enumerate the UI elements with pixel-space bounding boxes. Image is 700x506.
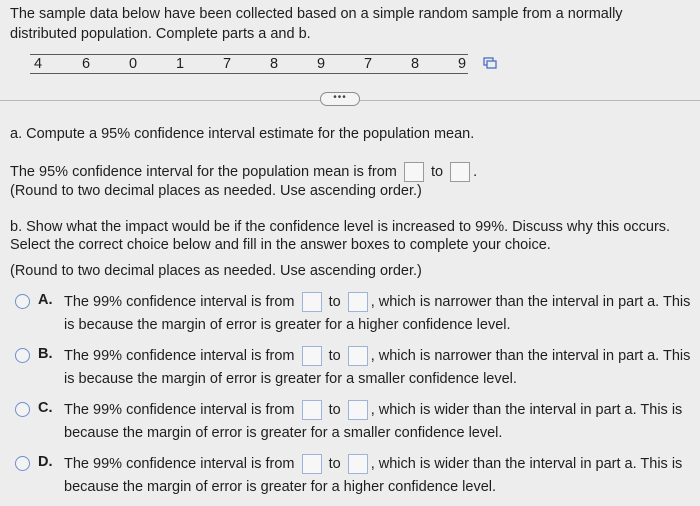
part-a-sentence: The 95% confidence interval for the population mean is from — [10, 164, 397, 180]
option-c-text-after: , which is wider than the interval in part a. This is — [370, 402, 683, 418]
option-c-letter: C. — [38, 400, 53, 416]
intro-line-1: The sample data below have been collected based on a simple random sample from a normally — [10, 6, 623, 22]
option-d-radio[interactable] — [15, 456, 30, 471]
option-b-to: to — [328, 348, 341, 364]
option-c-lower-bound-input[interactable] — [302, 400, 322, 420]
option-d-to: to — [328, 456, 341, 472]
option-b-radio[interactable] — [15, 348, 30, 363]
part-b-note: (Round to two decimal places as needed. Use ascending order.) — [10, 263, 422, 279]
option-a-upper-bound-input[interactable] — [348, 292, 368, 312]
copy-data-icon[interactable] — [483, 57, 497, 69]
option-a-radio[interactable] — [15, 294, 30, 309]
option-c-to: to — [328, 402, 341, 418]
option-b-text: The 99% confidence interval is from — [64, 348, 295, 364]
part-a-lower-bound-input[interactable] — [404, 162, 424, 182]
part-a-note: (Round to two decimal places as needed. Use ascending order.) — [10, 183, 422, 199]
data-value: 4 — [34, 56, 43, 72]
option-a-text: The 99% confidence interval is from — [64, 294, 295, 310]
data-value: 6 — [82, 56, 91, 72]
option-b-line-1 — [64, 344, 690, 368]
part-a-answer-line — [10, 160, 477, 184]
option-d-line-1 — [64, 452, 682, 476]
option-d-text-after: , which is wider than the interval in part a. This is — [370, 456, 683, 472]
data-value: 9 — [458, 56, 467, 72]
problem-intro — [10, 4, 623, 44]
option-c-upper-bound-input[interactable] — [348, 400, 368, 420]
data-value: 7 — [364, 56, 373, 72]
part-a-question: a. Compute a 95% confidence interval estimate for the population mean. — [10, 126, 475, 142]
data-value: 1 — [176, 56, 185, 72]
option-a-text-after: , which is narrower than the interval in part a. This — [370, 294, 691, 310]
part-b-question-line-2: Select the correct choice below and fill in the answer boxes to complete your choice. — [10, 237, 551, 253]
data-value: 9 — [317, 56, 326, 72]
table-top-rule — [30, 54, 468, 55]
option-c-radio[interactable] — [15, 402, 30, 417]
intro-line-2: distributed population. Complete parts a and b. — [10, 26, 311, 42]
expand-more-button[interactable]: ••• — [320, 92, 360, 106]
part-a-to: to — [430, 164, 444, 180]
option-b-upper-bound-input[interactable] — [348, 346, 368, 366]
option-d-upper-bound-input[interactable] — [348, 454, 368, 474]
option-a-lower-bound-input[interactable] — [302, 292, 322, 312]
part-a-upper-bound-input[interactable] — [450, 162, 470, 182]
option-c-line-2: because the margin of error is greater for a smaller confidence level. — [64, 425, 503, 441]
data-value: 7 — [223, 56, 232, 72]
data-value: 0 — [129, 56, 138, 72]
option-b-text-after: , which is narrower than the interval in part a. This — [370, 348, 691, 364]
data-value: 8 — [411, 56, 420, 72]
option-d-line-2: because the margin of error is greater for a higher confidence level. — [64, 479, 497, 495]
sample-data-table — [30, 54, 468, 72]
option-c-text: The 99% confidence interval is from — [64, 402, 295, 418]
option-a-letter: A. — [38, 292, 53, 308]
option-b-line-2: is because the margin of error is greater for a smaller confidence level. — [64, 371, 517, 387]
option-a-line-2: is because the margin of error is greater for a higher confidence level. — [64, 317, 511, 333]
table-bottom-rule — [30, 73, 468, 74]
part-b-question-line-1: b. Show what the impact would be if the confidence level is increased to 99%. Discuss why this occurs. — [10, 219, 671, 235]
option-d-letter: D. — [38, 454, 53, 470]
option-d-text: The 99% confidence interval is from — [64, 456, 295, 472]
option-a-line-1 — [64, 290, 690, 314]
option-b-lower-bound-input[interactable] — [302, 346, 322, 366]
data-value: 8 — [270, 56, 279, 72]
option-c-line-1 — [64, 398, 682, 422]
part-a-period: . — [473, 164, 478, 180]
option-b-letter: B. — [38, 346, 53, 362]
option-d-lower-bound-input[interactable] — [302, 454, 322, 474]
option-a-to: to — [328, 294, 341, 310]
